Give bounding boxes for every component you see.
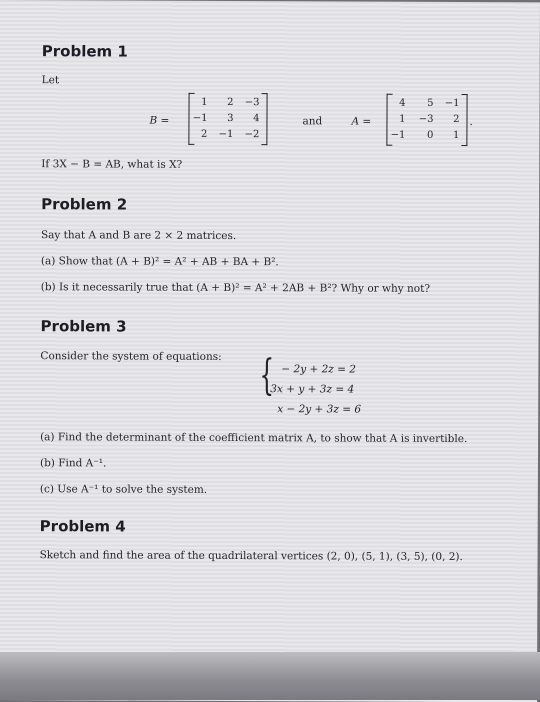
system-brace: {: [259, 350, 275, 400]
problem-2-intro: Say that A and B are 2 × 2 matrices.: [40, 229, 237, 243]
problem-2-part-b: (b) Is it necessarily true that (A + B)² = A² + 2AB + B²? Why or why not?: [40, 281, 430, 295]
matrix-b-cell: −1: [218, 128, 234, 141]
matrix-a-cell: 2: [453, 113, 460, 126]
matrix-b-cell: −2: [244, 129, 260, 141]
problem-2-title: Problem 2: [41, 195, 128, 214]
matrix-a-cell: 0: [427, 129, 434, 141]
problem-4-text: Sketch and find the area of the quadrilateral vertices (2, 0), (5, 1), (3, 5), (0, 2).: [39, 549, 463, 564]
matrix-a-cell: −1: [390, 129, 406, 141]
problem-1-question: If 3X − B = AB, what is X?: [41, 158, 183, 171]
matrix-b-right-bracket: [261, 93, 267, 145]
matrix-b-cell: −1: [192, 112, 208, 124]
problem-3-title: Problem 3: [40, 317, 127, 336]
system-equation-2: 3x + y + 3z = 4: [270, 383, 355, 396]
matrix-a-cell: 5: [427, 97, 434, 109]
matrix-b-cell: 1: [201, 96, 208, 108]
problem-3-part-b: (b) Find A⁻¹.: [39, 457, 107, 470]
matrix-a-period: .: [469, 116, 473, 129]
problem-4-title: Problem 4: [39, 517, 126, 536]
problem-1-title: Problem 1: [41, 42, 128, 61]
matrix-b-cell: 2: [227, 96, 234, 109]
problem-1-let: Let: [41, 74, 60, 87]
matrix-b-cell: −3: [244, 97, 260, 109]
problem-3-intro: Consider the system of equations:: [40, 350, 222, 363]
matrix-a-cell: 4: [399, 97, 406, 109]
matrix-a-cell: −1: [444, 97, 460, 110]
matrix-a-right-bracket: [461, 94, 467, 146]
matrix-b-cell: 2: [201, 128, 208, 140]
matrix-b-cell: 3: [227, 112, 234, 125]
matrix-a-cell: 1: [453, 129, 460, 142]
matrix-a-cell: −3: [418, 113, 434, 125]
problem-2-part-a: (a) Show that (A + B)² = A² + AB + BA + B².: [40, 255, 279, 269]
page-bottom-shadow: [0, 652, 540, 700]
problem-1-and: and: [302, 115, 323, 128]
matrix-b-label: B =: [149, 114, 170, 127]
problem-3-part-c: (c) Use A⁻¹ to solve the system.: [39, 483, 208, 496]
problem-3-part-a: (a) Find the determinant of the coefficient matrix A, to show that A is invertible.: [40, 431, 468, 446]
matrix-a-label: A =: [351, 115, 372, 128]
system-equation-3: x − 2y + 3z = 6: [277, 403, 362, 416]
system-equation-1: − 2y + 2z = 2: [281, 363, 357, 376]
matrix-a-cell: 1: [399, 113, 406, 125]
matrix-b-cell: 4: [253, 113, 260, 125]
